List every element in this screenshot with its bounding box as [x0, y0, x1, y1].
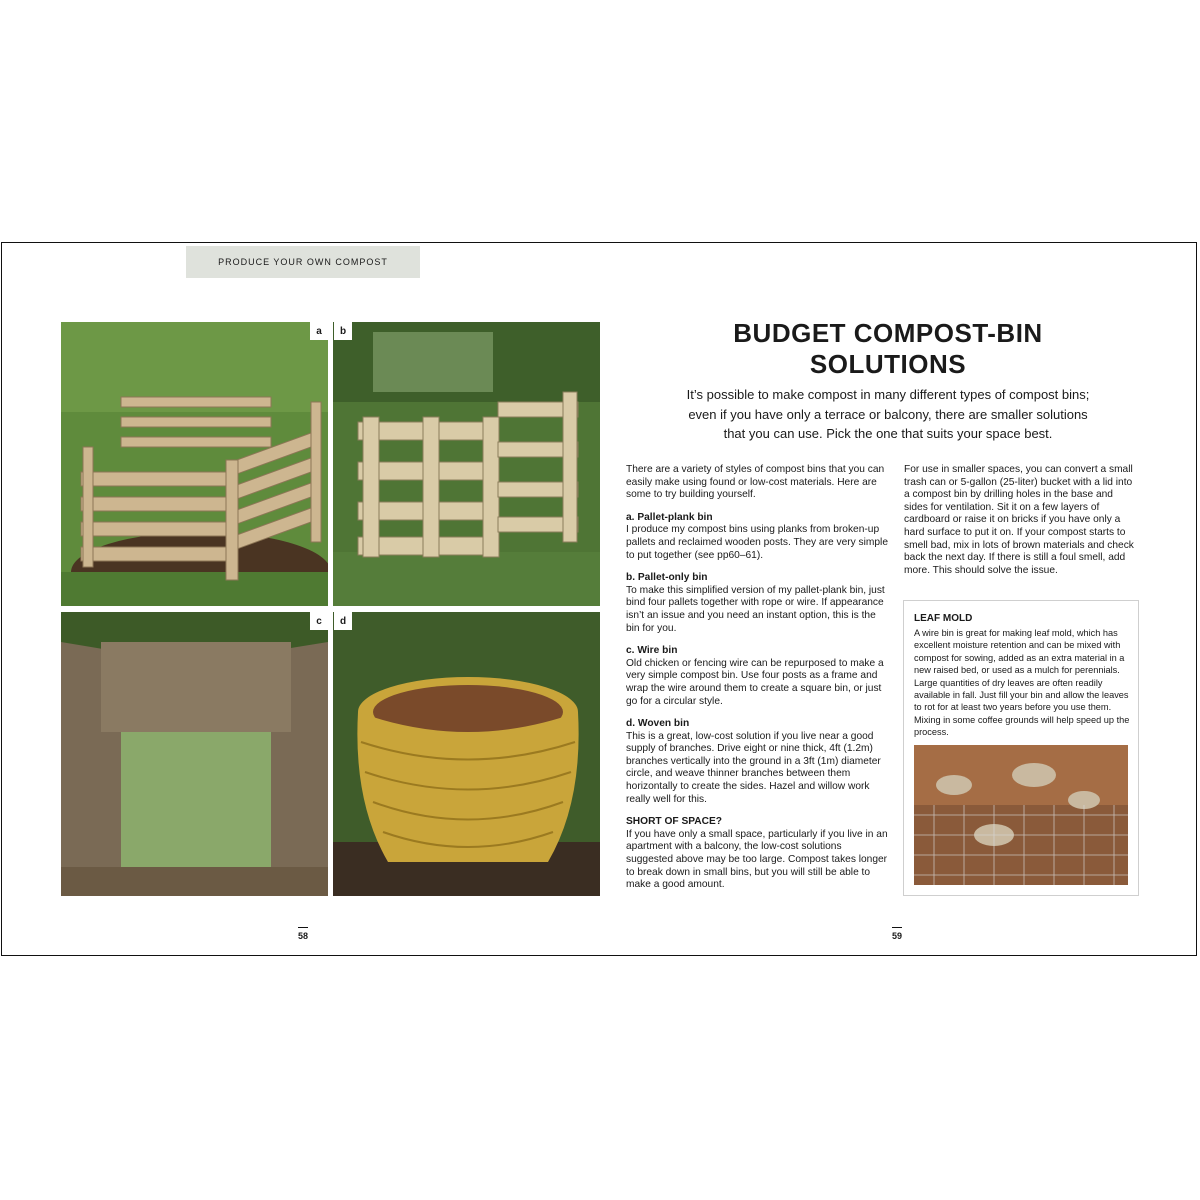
- subheading: SHORT OF SPACE?: [626, 816, 723, 828]
- title-line: BUDGET COMPOST-BIN: [733, 318, 1043, 348]
- body-text: This is a great, low-cost solution if you live near a good supply of branches. Drive eight or nine thick, 4ft (1.2m) branches vertically into the ground in a 3ft (1m) diameter circle, and weave thinner branches between them horizontally to create the sides. Hazel and willow work really well for this.: [626, 730, 881, 805]
- photo-label-a: a: [310, 322, 328, 340]
- body-text: If you have only a small space, particularly if you live in an apartment with a balcony, the low-cost solutions suggested above may be too large. Compost takes longer to break down in small bins, but you will still be able to make a good amount.: [626, 828, 888, 891]
- sidebar-body: A wire bin is great for making leaf mold, which has excellent moisture retention and can be mixed with compost for sowing, added as an extra material in a new raised bed, or used as a mulch for perennials. Large quantities of dry leaves are often readily available in fall. Just fill your bin and allow the leaves to rot for at least two years before you use them. Mixing in some coffee grounds will help speed up the process.: [914, 628, 1130, 738]
- page-number-right: 59: [887, 927, 907, 941]
- photo-pallet-plank-bin: [61, 322, 328, 606]
- subheading: a. Pallet-plank bin: [626, 511, 713, 523]
- photo-leaf-mold: [914, 745, 1128, 885]
- page-number-left: 58: [293, 927, 313, 941]
- section-woven-bin: [626, 718, 888, 806]
- photo-woven-bin: [333, 612, 600, 896]
- subheading: d. Woven bin: [626, 718, 690, 730]
- section-tab: [186, 246, 420, 278]
- body-text: Old chicken or fencing wire can be repurposed to make a very simple compost bin. Use four posts as a frame and wrap the wire around them to create a square bin, or just go for a circular style.: [626, 657, 884, 707]
- title-line: SOLUTIONS: [809, 349, 967, 379]
- body-text: To make this simplified version of my pallet-plank bin, just bind four pallets together with rope or wire. If appearance isn’t an issue and you need an instant option, this is the bin for you.: [626, 584, 885, 634]
- intro-text: [660, 385, 1116, 444]
- sidebar-heading: LEAF MOLD: [914, 613, 973, 624]
- section-pallet-only: [626, 572, 888, 635]
- photo-wire-bin: [61, 612, 328, 896]
- intro-line: that you can use. Pick the one that suits your space best.: [723, 426, 1053, 441]
- subheading: c. Wire bin: [626, 645, 678, 657]
- subheading: b. Pallet-only bin: [626, 572, 708, 584]
- leaf-mold-sidebar: [903, 600, 1139, 896]
- intro-line: even if you have only a terrace or balcony, there are smaller solutions: [688, 406, 1088, 422]
- text-column-right: [904, 464, 1138, 587]
- body-text: I produce my compost bins using planks from broken-up pallets and reclaimed wooden posts. They are very simple to put together (see pp60–61).: [626, 524, 888, 561]
- photo-label-c: c: [310, 612, 328, 630]
- body-paragraph: There are a variety of styles of compost bins that you can easily make using found or low-cost materials. Here are some to try building yourself.: [626, 464, 885, 501]
- section-pallet-plank: [626, 512, 888, 562]
- photo-label-d: d: [334, 612, 352, 630]
- section-tab-label: PRODUCE YOUR OWN COMPOST: [218, 257, 388, 267]
- photo-label-b: b: [334, 322, 352, 340]
- section-short-of-space: [626, 816, 888, 892]
- page-title: [700, 318, 1076, 380]
- text-column-left: [626, 464, 888, 902]
- body-paragraph: For use in smaller spaces, you can convert a small trash can or 5-gallon (25-liter) bucket with a lid into a compost bin by drilling holes in the base and sides for ventilation. Sit it on a few layers of cardboard or raise it on bricks if you have only a hard surface to put it on. If your compost starts to smell bad, mix in lots of brown materials and check back the next day. If there is still a foul smell, add more. This should solve the issue.: [904, 464, 1134, 576]
- photo-pallet-only-bin: [333, 322, 600, 606]
- intro-line: It’s possible to make compost in many different types of compost bins;: [686, 387, 1090, 402]
- section-wire-bin: [626, 645, 888, 708]
